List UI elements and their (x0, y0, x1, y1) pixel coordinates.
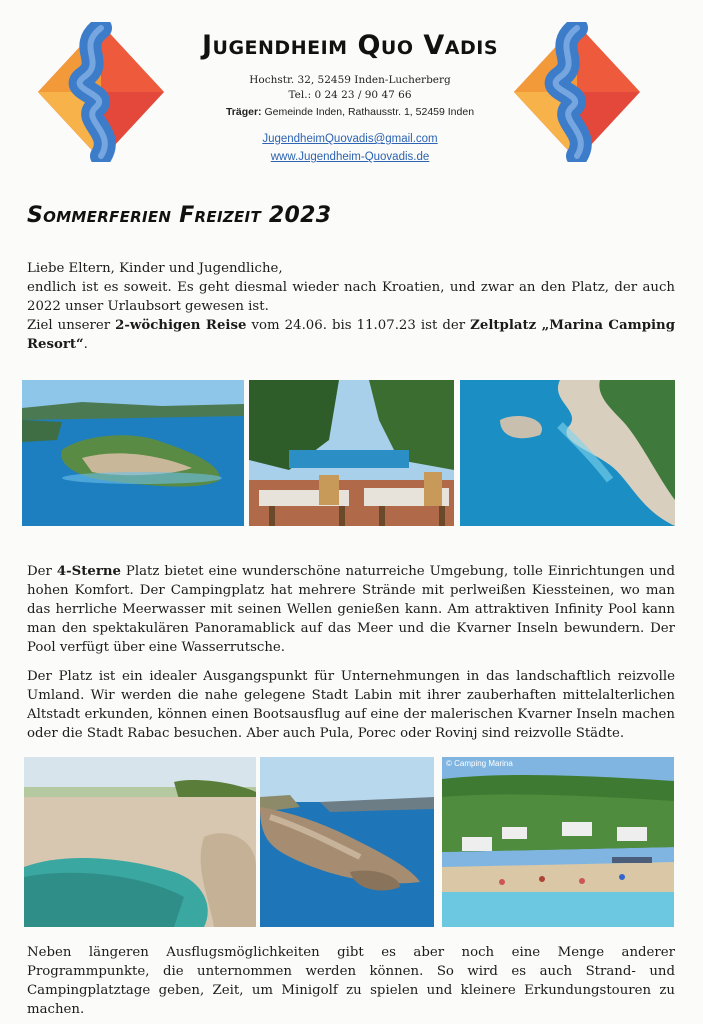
p2-text: Platz bietet eine wunderschöne naturreiche Umgebung, tolle Einrichtungen und hohen Komfort. Der Campingplatz hat mehrere Strände mit perlweißen Kiessteinen, wo man das herrliche Meerwasser mit seinen Wellen genießen kann. Am attraktiven Infinity Pool kann man den spektakulären Panoramablick auf das Meer und die Kvarner Inseln bewundern. Der Pool verfügt über eine Wasserrutsche. (27, 564, 675, 655)
activities-paragraph: Neben längeren Ausflugsmöglichkeiten gibt es aber noch eine Menge anderer Programmpunkte, die unternommen werden können. So wird es auch Strand- und Campingplatztage geben, Zeit, um Minigolf zu spielen und kleinere Erkundungstouren zu machen. (27, 945, 675, 1017)
photo-campground-beach (442, 757, 674, 927)
p2-prefix: Der (27, 564, 57, 579)
trip-goal (27, 316, 675, 354)
photo-restaurant-terrace (249, 380, 454, 526)
photo-coastal-cliff (260, 757, 434, 927)
campsite-description (27, 562, 675, 657)
website-link[interactable]: www.Jugendheim-Quovadis.de (270, 151, 430, 163)
trip-dates: vom 24.06. bis 11.07.23 ist der (246, 318, 471, 333)
trip-destination: Zeltplatz „Marina Camping Resort“ (27, 318, 676, 352)
organization-logo-left (36, 22, 166, 162)
address-line: Hochstr. 32, 52459 Inden-Lucherberg (249, 74, 451, 86)
sponsor-line (150, 106, 550, 118)
intro-text: endlich ist es soweit. Es geht diesmal wieder nach Kroatien, und zwar an den Platz, der auch 2022 unser Urlaubsort gewesen ist. (27, 280, 675, 314)
trip-duration: 2-wöchigen Reise (115, 318, 247, 333)
photo-aerial-peninsula (22, 380, 244, 526)
photo-watermark: © Camping Marina (446, 759, 513, 768)
star-rating: 4-Sterne (56, 564, 121, 579)
photo-pebble-beach (460, 380, 675, 526)
goal-prefix: Ziel unserer (27, 318, 116, 333)
goal-suffix: . (83, 337, 88, 352)
sponsor-value: Gemeinde Inden, Rathausstr. 1, 52459 Inden (264, 106, 475, 118)
sponsor-label: Träger: (225, 106, 262, 118)
intro-paragraph (27, 259, 675, 354)
greeting: Liebe Eltern, Kinder und Jugendliche, (27, 261, 283, 276)
photo-rocky-cove (24, 757, 256, 927)
email-link[interactable]: JugendheimQuovadis@gmail.com (262, 133, 438, 145)
organization-title: Jugendheim Quo Vadis (201, 30, 499, 61)
excursions-paragraph: Der Platz ist ein idealer Ausgangspunkt für Unternehmungen in das landschaftlich reizvolle Umland. Wir werden die nahe gelegene Stadt Labin mit ihrer zauberhaften mittelalterlichen Altstadt erkunden, können einen Bootsausflug auf eine der malerischen Kvarner Inseln machen oder die Stadt Rabac besuchen. Aber auch Pula, Porec oder Rovinj sind reizvolle Städte. (27, 669, 675, 741)
event-title: Sommerferien Freizeit 2023 (27, 203, 332, 228)
phone-line: Tel.: 0 24 23 / 90 47 66 (288, 89, 412, 101)
